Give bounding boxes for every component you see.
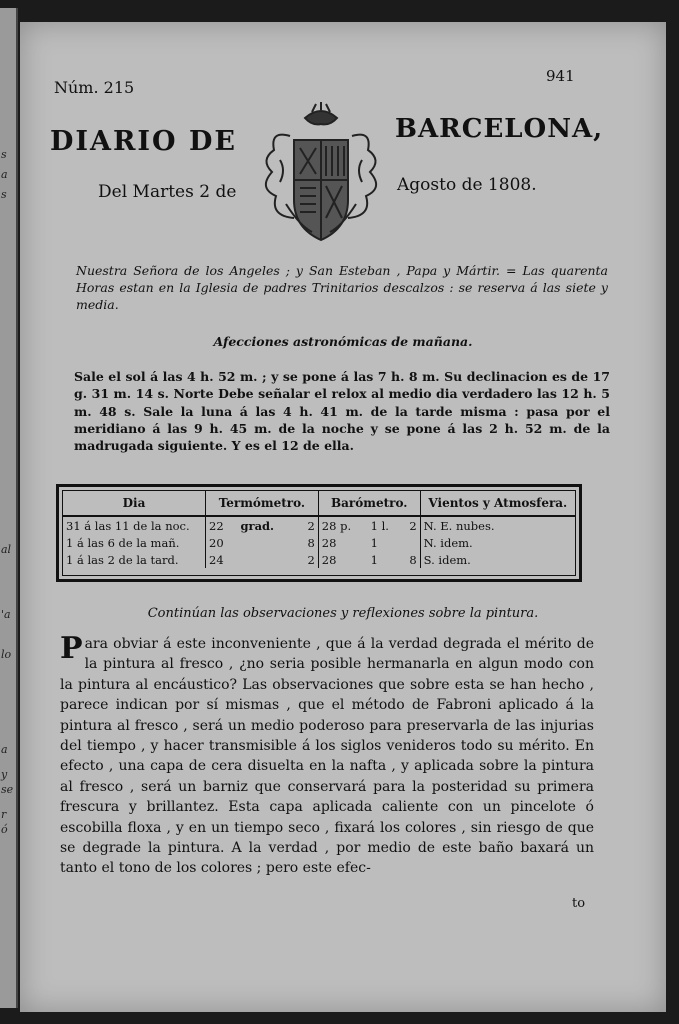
cell-baro-l: 1 — [370, 552, 378, 567]
col-header-winds: Vientos y Atmosfera. — [420, 491, 575, 516]
col-header-day: Dia — [63, 491, 206, 516]
cell-temp-fraction: 2 — [297, 551, 318, 568]
edge-fragment: lo — [1, 648, 12, 661]
edge-fragment: s — [1, 188, 7, 201]
cell-baro-l: 1 — [370, 535, 378, 550]
adjacent-page-edge — [0, 8, 18, 1008]
article-title: Continúan las observaciones y reflexiones sobre la pintura. — [147, 606, 539, 621]
astronomy-text: Sale el sol á las 4 h. 52 m. ; y se pone á las 7 h. 8 m. Su declinacion es de 17 g. 31 m. 14 s. Norte Debe señalar el relox al medio dia verdadero las 12 h. 5 m. 48 s. Sale la luna á las 4 h. 41 m. de la tarde misma : pasa por el meridiano á las 9 h. 45 m. de la noche y se pone á las 2 h. 52 m. de la madrugada siguiente. Y es el 12 de ella. — [74, 369, 610, 454]
catchword: to — [572, 896, 586, 911]
cell-temp: 20 — [209, 535, 224, 550]
cell-baro-fraction: 2 — [401, 516, 420, 534]
cell-day: 1 á las 2 de la tard. — [63, 551, 206, 568]
coat-of-arms-icon — [250, 100, 392, 250]
issue-number: Núm. 215 — [54, 78, 135, 97]
date-left: Del Martes 2 de — [98, 182, 237, 202]
edge-fragment: 'a — [1, 608, 11, 621]
saints-notice: Nuestra Señora de los Angeles ; y San Esteban , Papa y Mártir. = Las quarenta Horas estan en la Iglesia de padres Trinitarios descalzos : se reserva á las siete y media. — [76, 263, 608, 312]
cell-baro-fraction: 8 — [401, 551, 420, 568]
masthead-right: BARCELONA, — [395, 114, 604, 144]
drop-cap: P — [60, 631, 83, 666]
cell-winds: N. idem. — [423, 535, 473, 550]
newspaper-page — [20, 22, 666, 1012]
edge-fragment: a — [1, 743, 8, 756]
astronomy-heading: Afecciones astronómicas de mañana. — [213, 334, 473, 349]
cell-temp-unit — [237, 534, 297, 551]
page-number: 941 — [546, 67, 575, 85]
edge-fragment: ó — [1, 823, 8, 836]
masthead-left: DIARIO DE — [50, 126, 237, 157]
cell-winds: S. idem. — [423, 552, 471, 567]
article-text: ara obviar á este inconveniente , que á la verdad degrada el mérito de la pintura al fresco , ¿no seria posible hermanarla en algun modo con la pintura al encáustico? Las observaciones que sobre esta se han hecho , parece indican por sí mismas , que el método de Fabroni aplicado á la pintura al fresco , será un medio poderoso para preservarla de las injurias del tiempo , y hacer transmisible á los siglos venideros todo su mérito. En efecto , una capa de cera disuelta en la nafta , y aplicada sobre la pintura al fresco , será un barniz que conservará para la posteridad su primera frescura y brillantez. Esta capa aplicada caliente con un pincelote ó escobilla floxa , y en un tiempo seco , fixará los colores , sin riesgo de que se degrade la pintura. A la verdad , por medio de este baño baxará un tanto el tono de los colores ; pero este efec- — [60, 636, 594, 877]
edge-fragment: s — [1, 148, 7, 161]
table-row — [63, 551, 575, 568]
edge-fragment: r — [1, 808, 7, 821]
table-row — [63, 516, 575, 534]
col-header-thermometer: Termómetro. — [206, 491, 319, 516]
cell-temp-unit — [237, 551, 297, 568]
cell-temp-fraction: 8 — [297, 534, 318, 551]
cell-baro-p: 28 — [321, 552, 337, 567]
date-right: Agosto de 1808. — [397, 175, 537, 195]
cell-temp: 22 — [209, 518, 224, 533]
table-row — [63, 534, 575, 551]
cell-temp: 24 — [209, 552, 224, 567]
cell-baro-l: 1 l. — [370, 518, 389, 533]
edge-fragment: y — [1, 768, 8, 781]
cell-day: 1 á las 6 de la mañ. — [63, 534, 206, 551]
cell-winds: N. E. nubes. — [423, 518, 495, 533]
cell-baro-fraction — [401, 534, 420, 551]
col-header-barometer: Barómetro. — [318, 491, 420, 516]
cell-temp-unit: grad. — [240, 518, 275, 533]
edge-fragment: al — [1, 543, 12, 556]
edge-fragment: a — [1, 168, 8, 181]
weather-table — [56, 484, 582, 582]
cell-day: 31 á las 11 de la noc. — [63, 516, 206, 534]
cell-baro-p: 28 — [321, 535, 337, 550]
article-body — [60, 631, 594, 879]
edge-fragment: se — [1, 783, 14, 796]
cell-temp-fraction: 2 — [297, 516, 318, 534]
cell-baro-p: 28 p. — [321, 518, 352, 533]
